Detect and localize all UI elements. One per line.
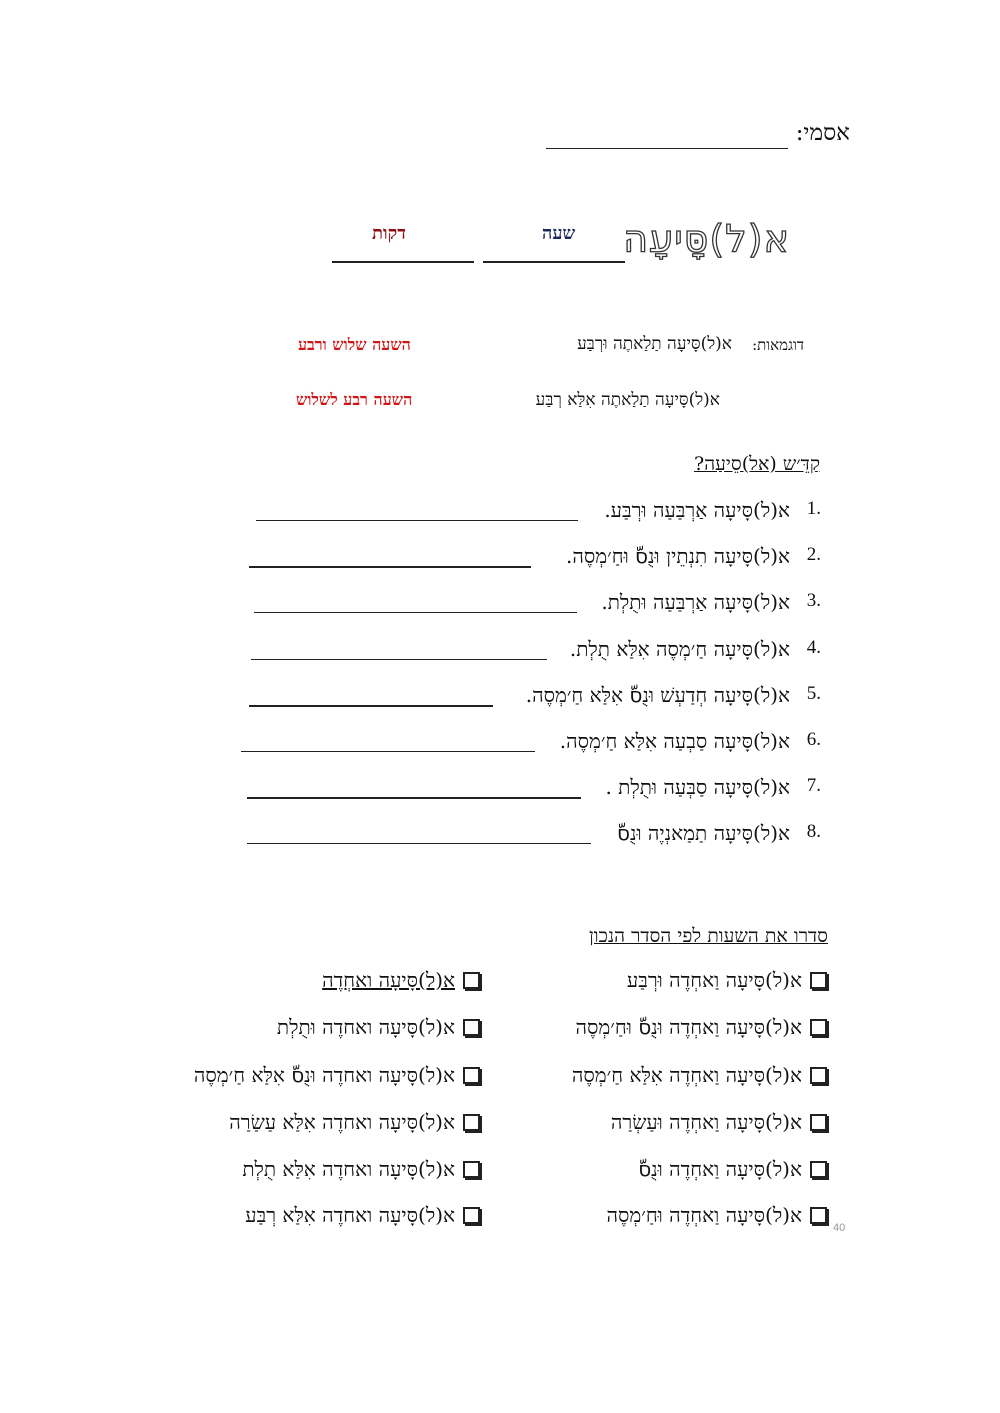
- exercise-text: א(ל)סָּיעָה אַרְבַּעַה וּרְבַּע.: [604, 498, 790, 522]
- exercise-number: 6.: [806, 729, 821, 750]
- exercise-row: [0, 544, 1000, 574]
- checkbox[interactable]: [463, 1207, 480, 1224]
- answer-line[interactable]: [247, 843, 591, 844]
- exercise-row: [0, 821, 1000, 851]
- option-label: א(ל)סָּיעָה ואחדֶה אִלַּא רְבַּע: [245, 1203, 455, 1227]
- exercise-row: [0, 590, 1000, 620]
- exercise-text: א(ל)סָּיעָה סַבְּעַה וּתֻלְת .: [605, 775, 790, 799]
- exercise-row: [0, 637, 1000, 667]
- checkbox[interactable]: [810, 1019, 827, 1036]
- order-option[interactable]: [638, 1157, 827, 1182]
- order-option[interactable]: [576, 1015, 827, 1040]
- option-label: א(ל)סָּיעָה ואחדֶה וּתֻלְת: [276, 1015, 455, 1039]
- exercise-number: 1.: [806, 498, 821, 519]
- name-blank-line[interactable]: [546, 148, 788, 149]
- answer-line[interactable]: [251, 659, 547, 660]
- exercise-number: 8.: [806, 821, 821, 842]
- checkbox[interactable]: [463, 1067, 480, 1084]
- order-option[interactable]: [322, 968, 480, 993]
- order-option[interactable]: [229, 1110, 480, 1135]
- checkbox[interactable]: [463, 1019, 480, 1036]
- exercise-text: א(ל)סָּיעָה תַמַאנְיֶה וּנֻסّ: [616, 821, 790, 845]
- hour-label: שעה: [542, 223, 576, 244]
- option-label: א(ל)סָּיעָה וַאחְדֶה אִלַּא חַ׳מְסֶה: [571, 1063, 802, 1087]
- order-section-title: סדרו את השעות לפי הסדר הנכון: [588, 925, 828, 947]
- checkbox[interactable]: [810, 1207, 827, 1224]
- checkbox[interactable]: [463, 1114, 480, 1131]
- option-label: א(ל)סָּיעָה וַאחְדֶה וּרְבַּע: [626, 968, 802, 992]
- exercise-number: 4.: [806, 637, 821, 658]
- exercise-number: 5.: [806, 683, 821, 704]
- checkbox[interactable]: [810, 972, 827, 989]
- minutes-label: דקות: [372, 223, 406, 244]
- example-1-arabic: א(ל)סָּיעָה תַלַאתֶה וּרְבַּע: [577, 334, 732, 354]
- question-heading: קַדֵּ׳ש (אל)סֵיעַה?: [694, 453, 820, 475]
- option-label: א(ל)סָּיעָה וַאחְדֶה וּעַשְׂרַה: [610, 1110, 802, 1134]
- option-label: א(ל)סָּיעָה וַאחְדֶה וּחַ׳מְסֶה: [606, 1203, 802, 1227]
- option-label: א(ל)סָּיעָה ואחדֶה וּנֻסّ אִלַּא חַ׳מְסֶה: [193, 1063, 455, 1087]
- page-number: 40: [833, 1222, 846, 1234]
- title-row: [330, 215, 790, 275]
- exercise-text: א(ל)סָּיעָה תִנְתֵין וּנֻסّ וּחַ׳מְסֶה.: [566, 544, 790, 568]
- answer-line[interactable]: [249, 566, 531, 568]
- option-label: א(ל)סָּיעָה ואחְדֶה: [322, 968, 455, 992]
- checkbox[interactable]: [463, 972, 480, 989]
- option-label: א(ל)סָּיעָה ואחדֶה אִלַּא עַשַׂרַה: [229, 1110, 455, 1134]
- exercise-text: א(ל)סָּיעָה חַ׳מְסֶה אִלַּא תֻלְת.: [569, 637, 790, 661]
- example-1-hebrew: השעה שלוש ורבע: [298, 335, 411, 354]
- order-option[interactable]: [627, 968, 827, 993]
- answer-line[interactable]: [247, 797, 581, 799]
- order-option[interactable]: [242, 1157, 480, 1182]
- exercise-number: 7.: [806, 775, 821, 796]
- answer-line[interactable]: [254, 612, 577, 613]
- exercise-text: א(ל)סָּיעָה סַבְעַה אִלַּא חַ׳מְסֶה.: [559, 729, 790, 753]
- checkbox[interactable]: [810, 1067, 827, 1084]
- exercise-text: א(ל)סָּיעָה אַרְבַּעַה וּתֻלְת.: [601, 590, 790, 614]
- exercise-row: [0, 498, 1000, 528]
- order-option[interactable]: [277, 1015, 480, 1040]
- option-label: א(ל)סָּיעָה וַאחְדֶה וּנֻסّ וּחַ׳מְסֶה: [575, 1015, 802, 1039]
- order-option[interactable]: [572, 1063, 827, 1088]
- examples-label: דוגמאות:: [752, 336, 804, 354]
- option-label: א(ל)סָּיעָה ואחדֶה אִלַּא תֻלְת: [242, 1157, 455, 1181]
- title-logo: א(ל)סָּיעָה: [623, 217, 790, 261]
- order-option[interactable]: [245, 1203, 480, 1228]
- answer-line[interactable]: [249, 705, 493, 707]
- exercise-row: [0, 729, 1000, 759]
- order-option[interactable]: [606, 1203, 827, 1228]
- exercise-row: [0, 683, 1000, 713]
- order-option[interactable]: [194, 1063, 480, 1088]
- option-label: א(ל)סָּיעָה וַאחְדֶה וּנֻסّ: [638, 1157, 802, 1181]
- exercise-number: 3.: [806, 590, 821, 611]
- exercise-number: 2.: [806, 544, 821, 565]
- answer-line[interactable]: [241, 751, 535, 752]
- checkbox[interactable]: [810, 1161, 827, 1178]
- example-2-arabic: א(ל)סָּיעָה תַלַאתֶה אִלַּא רְבַּע: [535, 390, 720, 410]
- example-2-hebrew: השעה רבע לשלוש: [296, 390, 413, 409]
- minutes-blank-line[interactable]: [332, 261, 474, 263]
- checkbox[interactable]: [463, 1161, 480, 1178]
- exercise-row: [0, 775, 1000, 805]
- name-label: אסמי:: [795, 120, 850, 146]
- exercise-text: א(ל)סָּיעָה חְדַעְשׁ וּנֻסّ אִלַּא חַ׳מְסֶה.: [525, 683, 790, 707]
- answer-line[interactable]: [256, 520, 578, 521]
- checkbox[interactable]: [810, 1114, 827, 1131]
- hour-blank-line[interactable]: [483, 261, 625, 263]
- order-option[interactable]: [611, 1110, 827, 1135]
